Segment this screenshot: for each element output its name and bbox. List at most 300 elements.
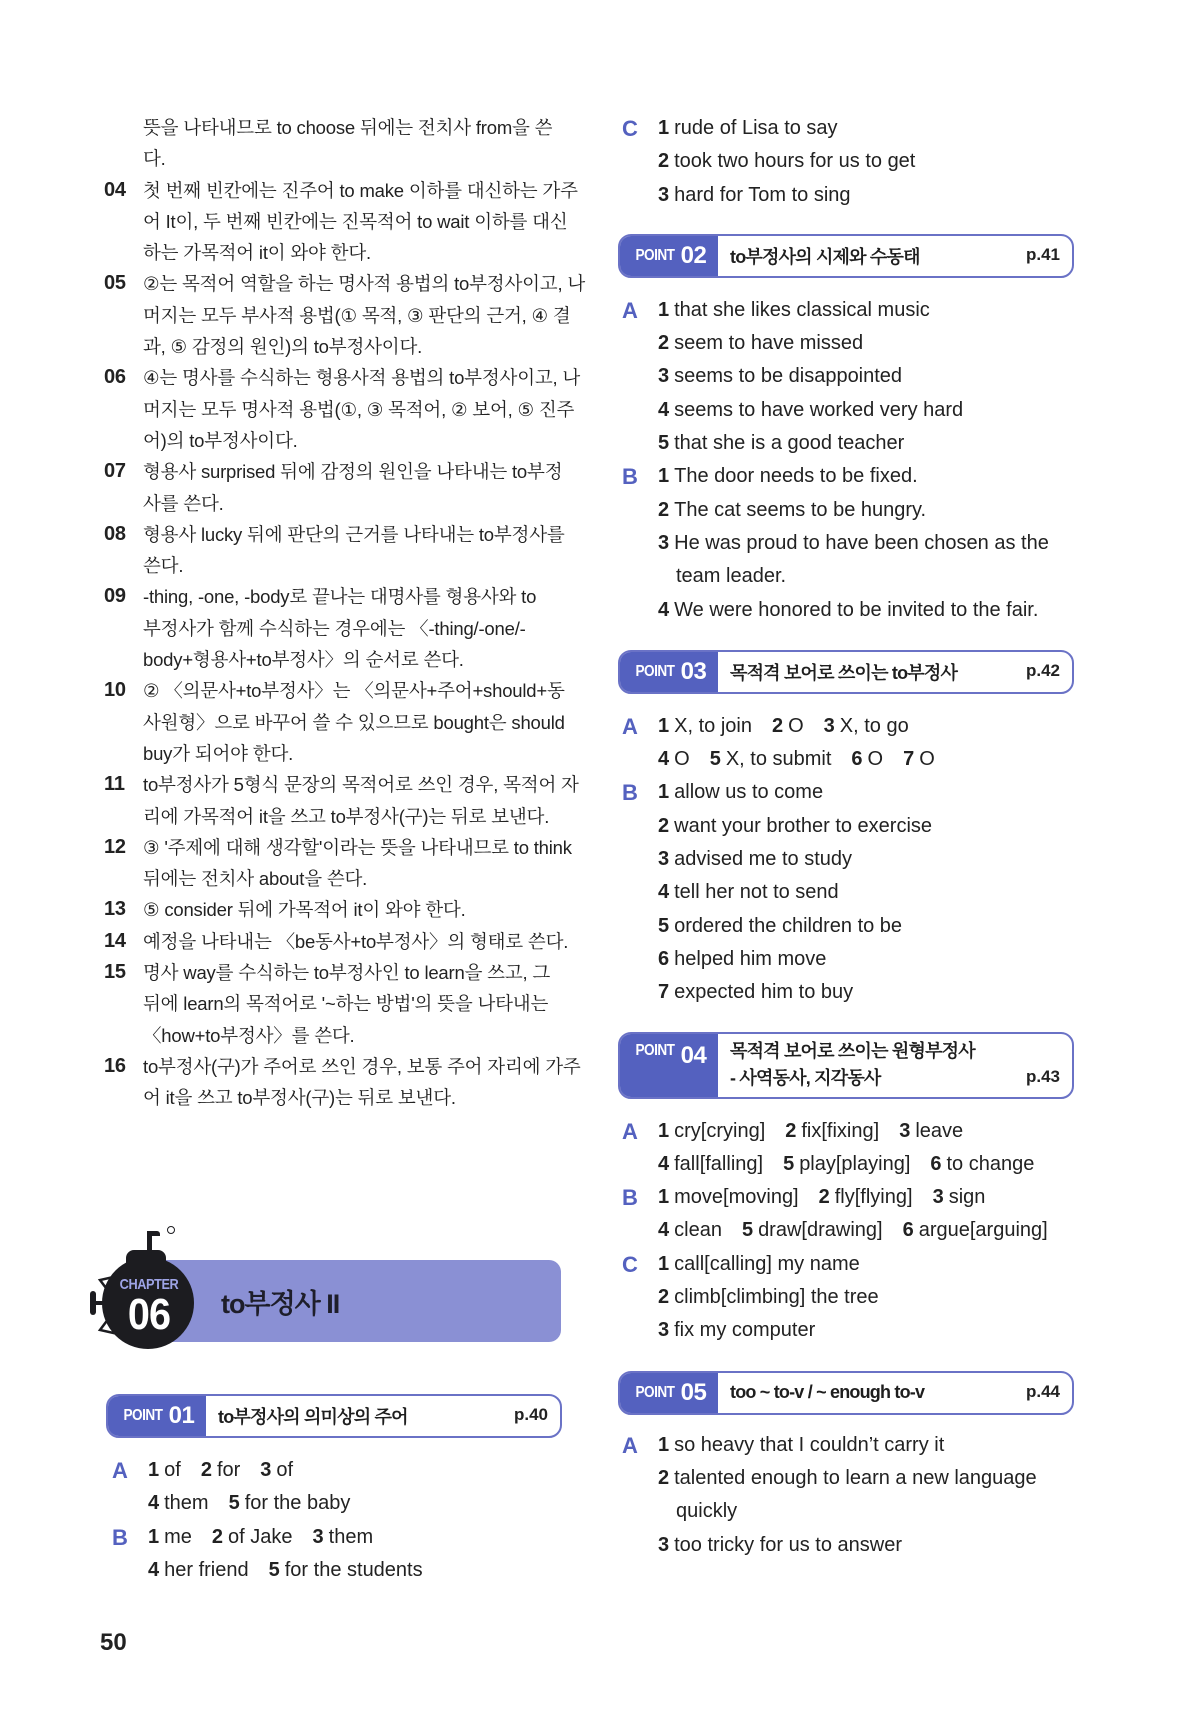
answer-line: [622, 427, 1078, 460]
answer-item: [658, 948, 826, 970]
answer-section-B: [622, 776, 1078, 1009]
answer-number: 5: [658, 914, 670, 937]
answer-item: [819, 1186, 913, 1208]
answer-text: them: [328, 1525, 374, 1548]
answer-line: [622, 743, 1078, 776]
section-letter: B: [622, 1185, 638, 1211]
point-tag: [108, 1396, 206, 1436]
explanation-text: body+형용사+to부정사〉의 순서로 쓴다.: [143, 649, 464, 671]
point-number: 04: [680, 1041, 707, 1069]
explanation-number: 12: [104, 835, 126, 858]
answer-text: cry[crying]: [674, 1119, 766, 1142]
answer-text: helped him move: [674, 947, 827, 970]
answer-number: 3: [658, 848, 670, 871]
answer-line: [622, 976, 1078, 1009]
answer-text: X, to submit: [725, 748, 832, 771]
explanation-text: 예정을 나타내는 〈be동사+to부정사〉의 형태로 쓴다.: [143, 930, 569, 952]
answer-item: [785, 1120, 879, 1142]
answer-text: climb[climbing] the tree: [674, 1286, 879, 1309]
answer-text: me: [164, 1525, 192, 1548]
explanation-text: 명사 way를 수식하는 to부정사인 to learn을 쓰고, 그: [143, 962, 551, 984]
answer-item: [658, 399, 963, 421]
explanation-text: 어 It이, 두 번째 빈칸에는 진목적어 to wait 이하를 대신: [143, 210, 568, 232]
answer-item: [658, 1467, 1037, 1489]
answer-number: 2: [211, 1525, 224, 1548]
answer-line: [622, 810, 1078, 843]
answer-item: [658, 1319, 815, 1341]
answer-number: 7: [903, 748, 915, 771]
explanation-line: [104, 488, 564, 519]
answer-item: [772, 715, 804, 737]
section-letter: C: [622, 1251, 638, 1277]
answer-line: [622, 1314, 1078, 1347]
answer-text: of: [276, 1459, 294, 1481]
answer-number: 6: [902, 1219, 914, 1242]
answer-section-A: [112, 1454, 562, 1521]
answer-item: [658, 1500, 737, 1522]
answer-line: [622, 179, 1078, 212]
answer-text: He was proud to have been chosen as the: [674, 531, 1049, 554]
answer-line: [622, 460, 1078, 493]
answer-number: 3: [899, 1119, 911, 1142]
answer-item: [742, 1219, 883, 1241]
explanation-text: 하는 가목적어 it이 와야 한다.: [143, 242, 371, 264]
answer-number: 2: [658, 814, 670, 837]
answer-number: 2: [785, 1119, 797, 1142]
chapter-title: to부정사 II: [221, 1289, 340, 1319]
explanation-text: 머지는 모두 명사적 용법(①, ③ 목적어, ② 보어, ⑤ 진주: [143, 398, 575, 420]
answer-line: [622, 1281, 1078, 1314]
answer-item: [899, 1120, 963, 1142]
point-title-line: 목적격 보어로 쓰이는 원형부정사: [730, 1041, 975, 1062]
explanation-line: [104, 394, 575, 425]
answer-number: 2: [658, 1466, 670, 1489]
point-01-section: [106, 1394, 562, 1587]
answer-number: 4: [148, 1492, 160, 1515]
answer-number: 2: [658, 498, 670, 521]
answer-text: that she likes classical music: [674, 298, 930, 321]
explanation-line: [104, 143, 564, 174]
answer-number: 4: [658, 598, 670, 621]
explanation-text: to부정사가 5형식 문장의 목적어로 쓰인 경우, 목적어 자: [143, 774, 579, 796]
answer-text: fly[flying]: [834, 1186, 913, 1209]
answer-text: took two hours for us to get: [674, 150, 916, 173]
answer-text: of: [164, 1459, 181, 1481]
answer-text: O: [867, 748, 884, 771]
explanation-line: [104, 1082, 564, 1113]
answer-number: 4: [658, 881, 670, 904]
explanation-line: [104, 957, 564, 988]
point-number: 01: [168, 1402, 195, 1429]
answer-text: want your brother to exercise: [674, 814, 933, 837]
explanation-text: 사원형〉으로 바꾸어 쓸 수 있으므로 bought은 should: [143, 711, 565, 733]
answer-section-C: [622, 1248, 1078, 1348]
answer-number: 5: [268, 1558, 280, 1581]
answer-line: [622, 710, 1078, 743]
answer-section-C: [622, 112, 1078, 212]
point-title-line: to부정사의 의미상의 주어: [218, 1407, 408, 1427]
explanation-number: 13: [104, 898, 126, 921]
answer-line: [622, 394, 1078, 427]
answer-text: her friend: [164, 1558, 249, 1581]
answer-item: [658, 532, 1049, 554]
explanation-line: [104, 519, 564, 550]
explanation-number: 05: [104, 272, 126, 295]
answer-text: call[calling] my name: [674, 1252, 860, 1275]
answer-text: O: [788, 714, 804, 737]
explanation-text: 과, ⑤ 감정의 원인)의 to부정사이다.: [143, 336, 423, 358]
answer-line: [622, 1115, 1078, 1148]
explanation-line: [104, 581, 564, 612]
answer-text: clean: [674, 1219, 722, 1242]
page-number: 50: [100, 1629, 127, 1656]
explanation-number: 15: [104, 961, 126, 984]
answer-line: [622, 1429, 1078, 1462]
point-title: [718, 1373, 1072, 1413]
chapter-title-bar: [148, 1260, 561, 1342]
answer-section-B: [622, 460, 1078, 626]
answer-number: 2: [818, 1186, 830, 1209]
chapter-label: CHAPTER: [119, 1276, 179, 1293]
answer-item: [658, 848, 852, 870]
point-title: [718, 236, 1072, 276]
explanation-text: 다.: [143, 148, 166, 170]
answer-number: 6: [930, 1152, 942, 1175]
explanation-line: [104, 425, 564, 456]
answer-item: [212, 1526, 293, 1548]
answer-text: We were honored to be invited to the fair.: [674, 598, 1039, 621]
answer-item: [658, 432, 904, 454]
answer-text: play[playing]: [799, 1152, 911, 1175]
answer-item: [148, 1459, 181, 1481]
answer-item: [658, 1153, 763, 1175]
answer-text: that she is a good teacher: [674, 432, 905, 455]
explanation-line: [104, 863, 564, 894]
section-letter: A: [622, 1118, 638, 1144]
explanation-line: [104, 112, 564, 143]
point-title-line: - 사역동사, 지각동사: [730, 1068, 881, 1089]
explanation-text: ⑤ consider 뒤에 가목적어 it이 와야 한다.: [143, 899, 466, 921]
answer-item: [851, 748, 883, 770]
explanation-text: -thing, -one, -body로 끝나는 대명사를 형용사와 to: [143, 586, 537, 608]
answer-text: fall[falling]: [674, 1152, 764, 1175]
point-number: 02: [680, 241, 707, 269]
section-letter: B: [622, 464, 638, 490]
explanation-number: 11: [104, 773, 125, 796]
explanation-number: 14: [104, 929, 126, 952]
answer-item: [933, 1186, 986, 1208]
answer-text: for: [216, 1459, 241, 1481]
answer-number: 2: [200, 1459, 212, 1481]
answer-text: tell her not to send: [674, 881, 839, 904]
answer-section-A: [622, 294, 1078, 460]
answer-item: [903, 1219, 1048, 1241]
answer-text: for the students: [284, 1558, 423, 1581]
explanation-text: 뒤에는 전치사 about을 쓴다.: [143, 868, 368, 890]
answer-section-B: [112, 1521, 562, 1588]
explanation-text: 어 it을 쓰고 to부정사(구)는 뒤로 보낸다.: [143, 1087, 456, 1109]
answer-item: [824, 715, 909, 737]
answer-number: 1: [658, 465, 670, 488]
explanation-line: [104, 456, 564, 487]
answer-number: 2: [658, 332, 670, 355]
answer-section-B: [622, 1181, 1078, 1248]
answer-text: seems to be disappointed: [674, 365, 903, 388]
answer-item: [260, 1459, 293, 1481]
point-word: POINT: [635, 1041, 675, 1059]
answer-line: [622, 360, 1078, 393]
answer-line: [622, 1148, 1078, 1181]
explanation-text: 어)의 to부정사이다.: [143, 429, 298, 451]
point-01-header: [106, 1394, 562, 1438]
point-page-ref: p.40: [513, 1405, 548, 1424]
answer-line: [622, 1462, 1078, 1495]
answer-item: [658, 499, 926, 521]
explanation-text: 형용사 surprised 뒤에 감정의 원인을 나타내는 to부정: [143, 461, 563, 483]
answer-line: [112, 1487, 562, 1520]
answer-item: [658, 815, 932, 837]
answer-number: 5: [709, 748, 721, 771]
explanation-text: ③ '주제에 대해 생각할'이라는 뜻을 나타내므로 to think: [143, 836, 572, 858]
answer-item: [658, 1120, 765, 1142]
answer-item: [658, 150, 915, 172]
answer-line: [622, 1181, 1078, 1214]
answer-text: too tricky for us to answer: [674, 1533, 902, 1556]
point-word: POINT: [123, 1407, 163, 1424]
explanation-line: [104, 988, 564, 1019]
answer-number: 4: [658, 398, 670, 421]
answer-text: quickly: [676, 1500, 738, 1523]
answer-item: [269, 1559, 423, 1581]
explanation-text: 리에 가목적어 it을 쓰고 to부정사(구)는 뒤로 보낸다.: [143, 805, 550, 827]
point-tag: [620, 1034, 718, 1097]
answer-line: [622, 527, 1078, 560]
explanation-line: [104, 769, 579, 800]
answer-line: [622, 112, 1078, 145]
answer-item: [313, 1526, 374, 1548]
explanation-line: [104, 206, 568, 237]
explanation-line: [104, 894, 564, 925]
answer-number: 5: [658, 432, 670, 455]
answer-item: [658, 1219, 722, 1241]
answer-line: [622, 1214, 1078, 1247]
explanation-text: 〈how+to부정사〉를 쓴다.: [143, 1024, 355, 1046]
answer-line: [622, 560, 1078, 593]
answer-number: 2: [658, 1286, 670, 1309]
point-title-line: too ~ to-v / ~ enough to-v: [730, 1382, 925, 1403]
explanation-line: [104, 613, 564, 644]
explanation-line: [104, 926, 569, 957]
answer-item: [658, 748, 690, 770]
answer-item: [658, 715, 752, 737]
answer-item: [658, 299, 930, 321]
answer-number: 3: [932, 1186, 944, 1209]
explanation-line: [104, 237, 564, 268]
explanation-text: 뒤에 learn의 목적어로 '~하는 방법'의 뜻을 나타내는: [143, 993, 549, 1015]
section-letter: A: [112, 1458, 128, 1483]
section-letter: B: [622, 780, 638, 806]
answer-number: 1: [658, 714, 670, 737]
explanation-number: 07: [104, 460, 126, 483]
answer-number: 1: [658, 1119, 670, 1142]
point-03-header: [618, 650, 1074, 694]
answer-text: fix my computer: [674, 1319, 816, 1342]
explanation-number: 06: [104, 366, 126, 389]
answer-text: allow us to come: [674, 781, 824, 804]
point-tag: [620, 652, 718, 692]
answer-line: [622, 594, 1078, 627]
answer-item: [658, 332, 863, 354]
answer-item: [658, 1534, 902, 1556]
explanation-line: [104, 1020, 564, 1051]
bubble-icon: [167, 1226, 175, 1234]
point-word: POINT: [635, 1383, 675, 1401]
answer-line: [622, 876, 1078, 909]
point-page-ref: p.41: [1025, 244, 1060, 264]
explanation-text: 쓴다.: [143, 555, 184, 577]
answer-line: [622, 943, 1078, 976]
answer-text: team leader.: [676, 565, 787, 588]
answer-item: [658, 184, 851, 206]
explanation-text: ② 〈의문사+to부정사〉는 〈의문사+주어+should+동: [143, 680, 565, 702]
answer-text: The door needs to be fixed.: [674, 465, 918, 488]
point-title: [718, 1034, 1072, 1097]
answer-line: [622, 776, 1078, 809]
answer-number: 3: [312, 1525, 324, 1548]
point-title: [206, 1396, 560, 1436]
answer-number: 6: [658, 947, 670, 970]
answer-number: 3: [658, 183, 670, 206]
answer-number: 4: [148, 1558, 160, 1581]
answer-section-A: [622, 710, 1078, 777]
answer-text: of Jake: [228, 1525, 293, 1548]
answer-number: 3: [658, 365, 670, 388]
explanation-text: 부정사가 함께 수식하는 경우에는 〈-thing/-one/-: [143, 617, 526, 639]
answer-item: [903, 748, 935, 770]
answer-line: [622, 1529, 1078, 1562]
answer-text: seems to have worked very hard: [674, 398, 964, 421]
answer-line: [622, 1495, 1078, 1528]
point-number: 05: [680, 1378, 707, 1406]
answer-number: 1: [658, 781, 670, 804]
answer-text: for the baby: [244, 1492, 351, 1515]
answer-text: X, to join: [674, 714, 752, 737]
answer-number: 3: [658, 1319, 670, 1342]
explanation-number: 10: [104, 679, 126, 702]
answers-right-column: [622, 112, 1078, 1562]
explanation-number: 04: [104, 178, 126, 201]
section-letter: C: [622, 116, 638, 141]
explanation-text: 형용사 lucky 뒤에 판단의 근거를 나타내는 to부정사를: [143, 523, 565, 545]
answer-text: advised me to study: [674, 848, 852, 871]
answer-number: 3: [658, 1533, 670, 1556]
answer-item: [201, 1459, 240, 1481]
answer-text: O: [674, 748, 690, 771]
answer-line: [622, 294, 1078, 327]
answer-line: [622, 910, 1078, 943]
point-number: 03: [680, 657, 707, 685]
answer-line: [622, 1248, 1078, 1281]
answer-item: [148, 1559, 249, 1581]
point-page-ref: p.43: [1025, 1066, 1060, 1086]
section-letter: A: [622, 713, 638, 739]
point-tag: [620, 236, 718, 276]
answer-number: 1: [658, 1186, 670, 1209]
answer-item: [658, 881, 839, 903]
answer-item: [658, 365, 902, 387]
explanation-line: [104, 1051, 581, 1082]
explanation-line: [104, 331, 564, 362]
section-letter: B: [112, 1524, 128, 1550]
answer-text: leave: [915, 1119, 964, 1142]
answer-number: 3: [823, 714, 835, 737]
answer-number: 1: [658, 1252, 670, 1275]
answer-number: 4: [658, 1152, 670, 1175]
answer-number: 1: [658, 298, 670, 321]
answer-text: O: [919, 748, 935, 771]
answer-text: X, to go: [839, 714, 909, 737]
answer-text: The cat seems to be hungry.: [674, 498, 927, 521]
answer-number: 7: [658, 981, 670, 1004]
point-word: POINT: [635, 662, 675, 680]
answer-item: [658, 465, 918, 487]
answer-number: 5: [783, 1152, 795, 1175]
answer-item: [783, 1153, 910, 1175]
point-title-line: to부정사의 시제와 수동태: [730, 246, 920, 267]
answer-number: 1: [658, 1433, 670, 1456]
answer-item: [229, 1492, 351, 1514]
answer-text: seem to have missed: [674, 332, 864, 355]
answer-number: 4: [658, 1219, 670, 1242]
answer-number: 3: [658, 531, 670, 554]
explanation-number: 09: [104, 585, 126, 608]
answer-text: move[moving]: [674, 1186, 799, 1209]
answer-text: them: [164, 1492, 209, 1515]
answer-line: [112, 1521, 562, 1554]
answer-item: [658, 1434, 944, 1456]
answer-number: 5: [228, 1492, 240, 1515]
answer-text: argue[arguing]: [918, 1219, 1048, 1242]
answer-text: fix[fixing]: [801, 1119, 880, 1142]
answer-number: 4: [658, 748, 670, 771]
answer-item: [710, 748, 832, 770]
answer-text: talented enough to learn a new language: [674, 1466, 1037, 1489]
answer-item: [658, 565, 786, 587]
answer-item: [658, 915, 902, 937]
explanation-line: [104, 801, 564, 832]
answer-text: draw[drawing]: [758, 1219, 883, 1242]
explanation-text: ②는 목적어 역할을 하는 명사적 용법의 to부정사이고, 나: [143, 273, 586, 295]
answer-item: [930, 1153, 1034, 1175]
answer-line: [112, 1454, 562, 1487]
point-page-ref: p.42: [1025, 660, 1060, 680]
chapter-banner: [88, 1228, 564, 1346]
answer-section-A: [622, 1115, 1078, 1182]
explanation-text: to부정사(구)가 주어로 쓰인 경우, 보통 주어 자리에 가주: [143, 1055, 581, 1077]
answer-item: [658, 1253, 860, 1275]
answer-line: [622, 494, 1078, 527]
answer-text: so heavy that I couldn’t carry it: [674, 1433, 945, 1456]
answer-text: to change: [946, 1152, 1035, 1175]
explanation-line: [104, 550, 564, 581]
answer-line: [622, 327, 1078, 360]
answer-section-A: [622, 1429, 1078, 1562]
explanation-text: 머지는 모두 부사적 용법(① 목적, ③ 판단의 근거, ④ 결: [143, 304, 571, 326]
answer-item: [658, 599, 1038, 621]
explanation-text: 첫 번째 빈칸에는 진주어 to make 이하를 대신하는 가주: [143, 179, 578, 201]
answer-number: 2: [771, 714, 784, 737]
answer-item: [148, 1526, 192, 1548]
